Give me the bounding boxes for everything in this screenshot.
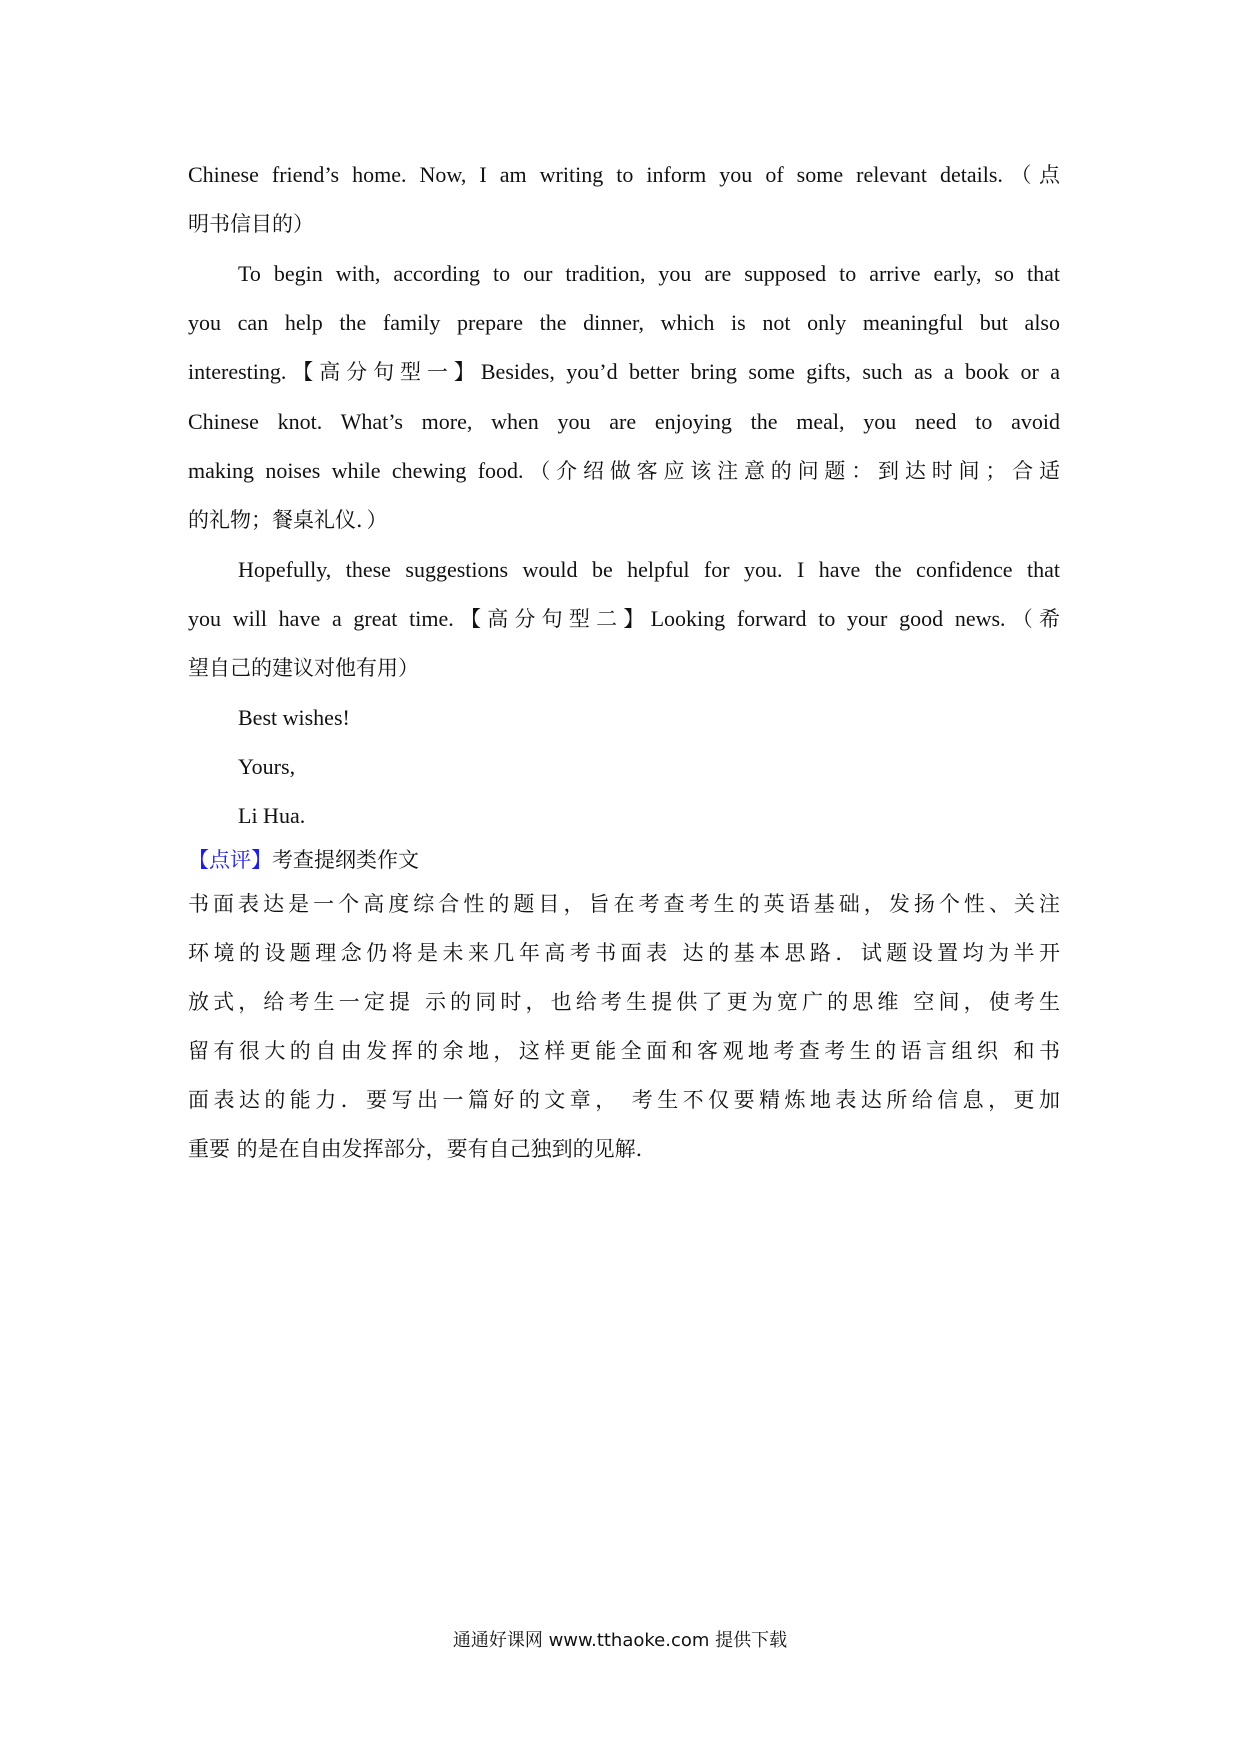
comment-line-2: 环境的设题理念仍将是未来几年高考书面表 达的基本思路．试题设置均为半开: [188, 941, 1060, 965]
closing-line: Best wishes!: [238, 705, 350, 730]
paragraph-3-line-2: [188, 594, 1060, 644]
annotation-span: （介绍做客应该注意的问题：到达时间；合适: [523, 459, 1061, 483]
paragraph-2-line-3: [188, 347, 1060, 397]
comment-line-6: 重要 的是在自由发挥部分，要有自己独到的见解．: [188, 1137, 657, 1161]
paragraph-3-line-3: 望自己的建议对他有用）: [188, 656, 419, 680]
text-span: Chinese friend’s home. Now, I am writing to inform you of some relevant details.: [188, 162, 1003, 187]
paragraph-1-line-1: [188, 150, 1060, 200]
document-page: [188, 150, 1060, 1174]
text-span: interesting.: [188, 359, 287, 384]
comment-title: 考查提纲类作文: [272, 848, 419, 872]
annotation-span: （点: [1002, 163, 1060, 187]
paragraph-2-line-1: To begin with, according to our tradition, you are supposed to arrive early, so that: [238, 261, 1060, 286]
comment-line-5: 面表达的能力．要写出一篇好的文章， 考生不仅要精炼地表达所给信息，更加: [188, 1088, 1060, 1112]
highlight-tag: 【高分句型二】: [453, 607, 651, 631]
paragraph-2-line-2: you can help the family prepare the dinner, which is not only meaningful but also: [188, 310, 1060, 335]
paragraph-1-line-2: 明书信目的）: [188, 212, 314, 236]
paragraph-2-line-5: [188, 446, 1060, 496]
text-span: making noises while chewing food.: [188, 458, 524, 483]
comment-heading: [188, 840, 1060, 880]
text-span: you will have a great time.: [188, 606, 454, 631]
comment-tag: 【点评】: [188, 848, 272, 872]
comment-line-3: 放式，给考生一定提 示的同时，也给考生提供了更为宽广的思维 空间，使考生: [188, 990, 1060, 1014]
comment-line-4: 留有很大的自由发挥的余地，这样更能全面和客观地考查考生的语言组织 和书: [188, 1039, 1060, 1063]
signature-line: Li Hua.: [238, 803, 306, 828]
comment-line-1: 书面表达是一个高度综合性的题目，旨在考查考生的英语基础，发扬个性、关注: [188, 892, 1060, 916]
highlight-tag: 【高分句型一】: [286, 360, 481, 384]
paragraph-2-line-6: 的礼物；餐桌礼仪．）: [188, 508, 388, 532]
text-span: Besides, you’d better bring some gifts, such as a book or a: [480, 359, 1061, 384]
signoff-line: Yours,: [238, 754, 296, 779]
paragraph-2-line-4: Chinese knot. What’s more, when you are enjoying the meal, you need to avoid: [188, 409, 1060, 434]
annotation-span: （希: [1005, 607, 1061, 631]
text-span: Looking forward to your good news.: [650, 606, 1006, 631]
paragraph-3-line-1: Hopefully, these suggestions would be helpful for you. I have the confidence that: [238, 557, 1060, 582]
page-footer: 通通好课网 www.tthaoke.com 提供下载: [452, 1630, 788, 1651]
